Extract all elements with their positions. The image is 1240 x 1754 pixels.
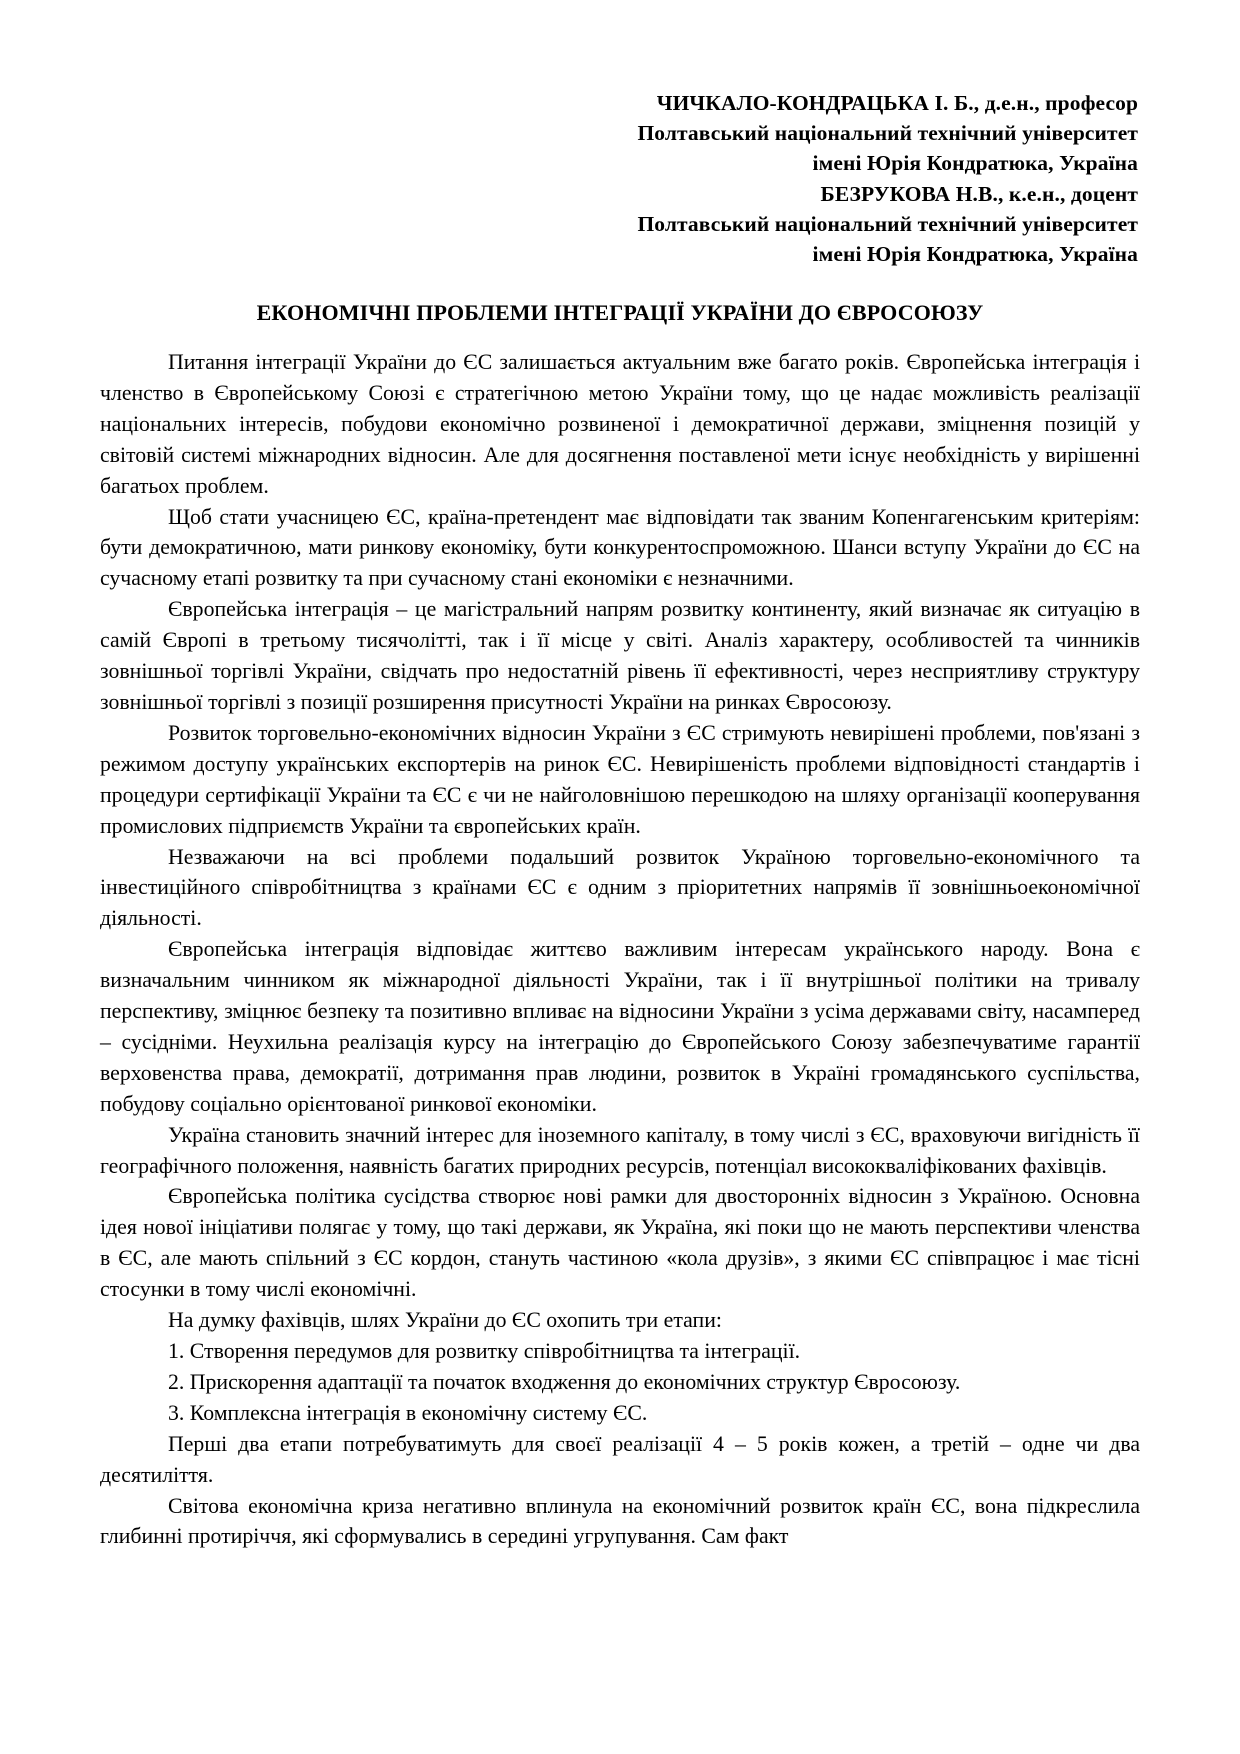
paragraph-4: Розвиток торговельно-економічних відносин України з ЄС стримують невирішені проблеми, пов'язані з режимом доступу українських експортерів на ринок ЄС. Невирішеність проблеми відповідності стандартів і процедури сертифікації України та ЄС є чи не найголовнішою перешкодою на шляху організації кооперування промислових підприємств України та європейських країн. [100, 720, 1140, 838]
affiliation-line-4: імені Юрія Кондратюка, Україна [812, 242, 1138, 267]
author-line-2: БЕЗРУКОВА Н.В., к.е.н., доцент [820, 181, 1138, 206]
paragraph-5: Незважаючи на всі проблеми подальший розвиток Україною торговельно-економічного та інвестиційного співробітництва з країнами ЄС є одним з пріоритетних напрямів її зовнішньоекономічної діяльності. [100, 844, 1140, 931]
affiliation-line-3: Полтавський національний технічний університет [637, 211, 1138, 236]
paragraph-closing-2: Світова економічна криза негативно вплинула на економічний розвиток країн ЄС, вона підкреслила глибинні протиріччя, які сформувались в середині угрупування. Сам факт [100, 1493, 1140, 1549]
stage-item-2: 2. Прискорення адаптації та початок входження до економічних структур Євросоюзу. [168, 1369, 961, 1394]
article-body [100, 347, 1140, 1552]
stage-item-3: 3. Комплексна інтеграція в економічну систему ЄС. [168, 1400, 648, 1425]
paragraph-2: Щоб стати учасницею ЄС, країна-претендент має відповідати так званим Копенгагенським критеріям: бути демократичною, мати ринкову економіку, бути конкурентоспроможною. Шанси вступу України до ЄС на сучасному етапі розвитку та при сучасному стані економіки є незначними. [100, 504, 1140, 591]
affiliation-line-2: імені Юрія Кондратюка, Україна [812, 151, 1138, 176]
paragraph-7: Україна становить значний інтерес для іноземного капіталу, в тому числі з ЄС, враховуючи вигідність її географічного положення, наявність багатих природних ресурсів, потенціал висококваліфікованих фахівців. [100, 1122, 1140, 1178]
paragraph-8: Європейська політика сусідства створює нові рамки для двосторонніх відносин з Україною. Основна ідея нової ініціативи полягає у тому, що такі держави, як Україна, які поки що не мають перспективи членства в ЄС, але мають спільний з ЄС кордон, стануть частиною «кола друзів», з якими ЄС співпрацює і має тісні стосунки в тому числі економічні. [100, 1184, 1140, 1302]
paragraph-closing-1: Перші два етапи потребуватимуть для своєї реалізації 4 – 5 років кожен, а третій – одне чи два десятиліття. [100, 1431, 1140, 1487]
author-affiliation-block [100, 88, 1140, 269]
paragraph-3: Європейська інтеграція – це магістральний напрям розвитку континенту, який визначає як ситуацію в самій Європі в третьому тисячолітті, так і її місце у світі. Аналіз характеру, особливостей та чинників зовнішньої торгівлі України, свідчать про недостатній рівень її ефективності, через несприятливу структуру зовнішньої торгівлі з позиції розширення присутності України на ринках Євросоюзу. [100, 597, 1140, 714]
page-title: ЕКОНОМІЧНІ ПРОБЛЕМИ ІНТЕГРАЦІЇ УКРАЇНИ ДО ЄВРОСОЮЗУ [256, 300, 984, 326]
paragraph-6: Європейська інтеграція відповідає життєво важливим інтересам українського народу. Вона є визначальним чинником як міжнародної діяльності України, так і її внутрішньої політики на тривалу перспективу, зміцнює безпеку та позитивно впливає на відносини України з усіма державами світу, насамперед – сусідніми. Неухильна реалізація курсу на інтеграцію до Європейського Союзу забезпечуватиме гарантії верховенства права, демократії, дотримання прав людини, розвиток в Україні громадянського суспільства, побудову соціально орієнтованої ринкової економіки. [100, 937, 1140, 1116]
paragraph-1: Питання інтеграції України до ЄС залишається актуальним вже багато років. Європейська інтеграція і членство в Європейському Союзі є стратегічною метою України тому, що це надає можливість реалізації національних інтересів, побудови економічно розвиненої і демократичної держави, зміцнення позицій у світовій системі міжнародних відносин. Але для досягнення поставленої мети існує необхідність у вирішенні багатьох проблем. [100, 350, 1140, 498]
stage-item-1: 1. Створення передумов для розвитку співробітництва та інтеграції. [168, 1339, 801, 1364]
author-line-1: ЧИЧКАЛО-КОНДРАЦЬКА І. Б., д.е.н., професор [656, 91, 1138, 115]
affiliation-line-1: Полтавський національний технічний університет [637, 121, 1138, 146]
paragraph-stages-intro: На думку фахівців, шлях України до ЄС охопить три етапи: [168, 1308, 722, 1333]
